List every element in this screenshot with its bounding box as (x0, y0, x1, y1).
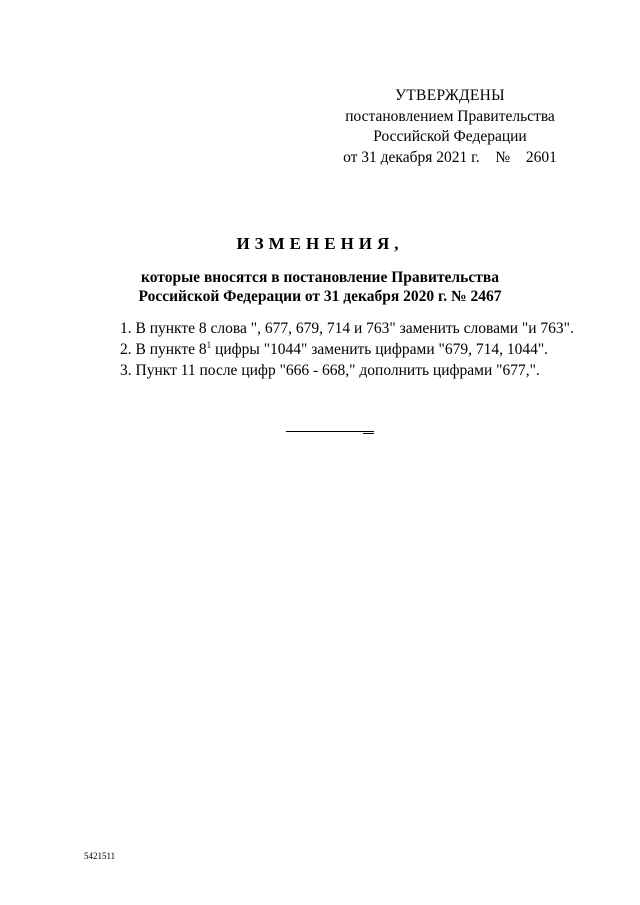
approval-line-federation: Российской Федерации (373, 128, 527, 145)
change-item-1: 1. В пункте 8 слова ", 677, 679, 714 и 763" заменить словами "и 763". (120, 320, 574, 337)
approval-line-decree: постановлением Правительства (345, 107, 555, 125)
approval-date-number (330, 148, 570, 169)
approval-block (330, 86, 570, 168)
change-item-2-superscript: 1 (206, 340, 212, 350)
change-item-3: 3. Пункт 11 после цифр "666 - 668," дополнить цифрами "677,". (120, 362, 540, 379)
document-title: ИЗМЕНЕНИЯ, (236, 234, 404, 253)
document-subtitle-line1: которые вносятся в постановление Правительства (141, 269, 499, 286)
approval-number: 2601 (525, 148, 557, 166)
approval-title: УТВЕРЖДЕНЫ (395, 87, 505, 104)
document-code: 5421511 (84, 851, 116, 861)
end-separator-line (286, 431, 374, 432)
approval-date: от 31 декабря 2021 г. (343, 148, 480, 166)
approval-number-sign: № (495, 148, 511, 166)
change-item-2 (120, 339, 600, 360)
change-item-2-suffix: цифры "1044" заменить цифрами "679, 714, 1044". (211, 341, 549, 358)
end-separator-tail (363, 433, 374, 434)
change-item-2-prefix: 2. В пункте 8 (120, 341, 207, 358)
document-subtitle-line2: Российской Федерации от 31 декабря 2020 г. № 2467 (138, 287, 502, 305)
changes-list (120, 318, 600, 381)
document-heading (0, 232, 640, 306)
